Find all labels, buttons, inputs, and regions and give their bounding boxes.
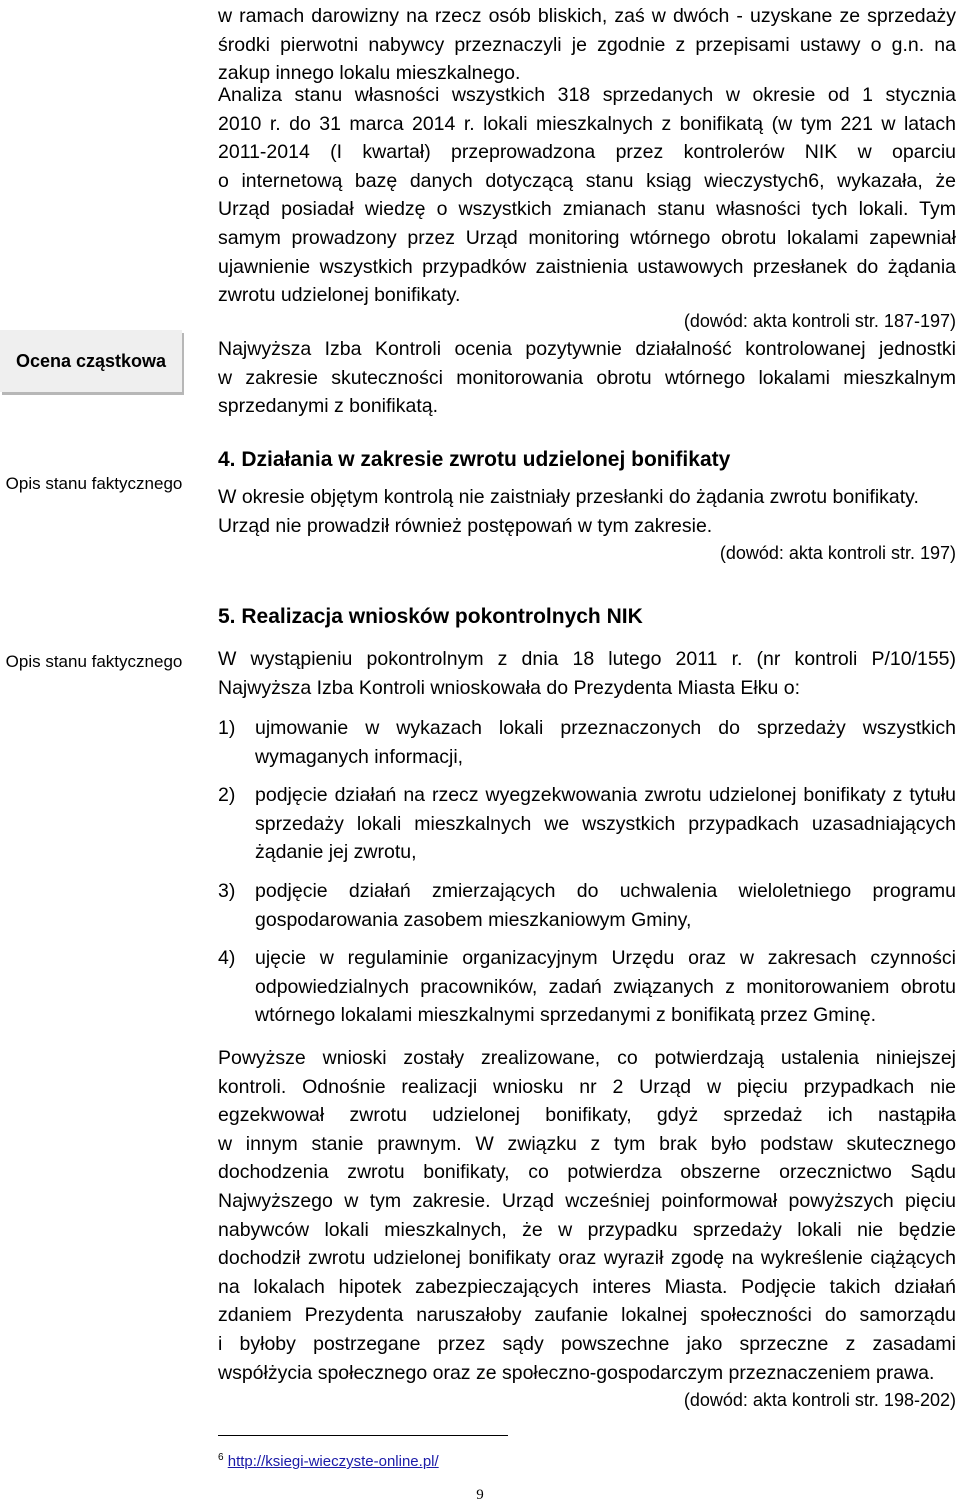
text-line: 2011-2014 (I kwartał) przeprowadzona przez kontrolerów NIK w oparciu	[218, 141, 956, 164]
list-item	[218, 877, 956, 934]
sidebar-label-opis-2: Opis stanu faktycznego	[5, 652, 183, 671]
text-line: W okresie objętym kontrolą nie zaistniały przesłanki do żądania zwrotu bonifikaty.	[218, 486, 919, 508]
item-number: 3)	[218, 879, 236, 902]
sidebar-label-opis-1: Opis stanu faktycznego	[5, 474, 183, 493]
text-line: Powyższe wnioski zostały zrealizowane, co potwierdzają ustalenia niniejszej	[218, 1047, 956, 1069]
text-line: zakup innego lokalu mieszkalnego.	[218, 62, 521, 85]
evidence-note: (dowód: akta kontroli str. 187-197)	[683, 311, 956, 331]
footnote-link[interactable]: http://ksiegi-wieczyste-online.pl/	[227, 1453, 439, 1470]
text-line: Najwyższa Izba Kontroli wnioskowała do Prezydenta Miasta Ełku o:	[218, 676, 801, 699]
item-text: ujęcie w regulaminie organizacyjnym Urzędu oraz w zakresach czynności odpowiedzialnych pracowników, zadań związanych z monitorowaniem obrotu wtórnego lokalami mieszkalnymi sprzedanymi z bonifikatą przez Gminę.	[255, 947, 956, 1027]
text-line: samym prowadzony przez Urząd monitoring wtórnego obrotu lokalami zapewniał	[218, 226, 956, 249]
text-line: współżycia społecznego oraz ze społeczno-gospodarczym przeznaczeniem prawa.	[218, 1361, 935, 1384]
paragraph-assessment	[218, 335, 956, 421]
footnote-separator	[218, 1435, 508, 1436]
text-line: Urząd nie prowadził również postępowań w tym zakresie.	[218, 514, 713, 537]
text-line: w innym stanie prawnym. W związku z tym brak było podstaw skutecznego	[218, 1132, 956, 1155]
text-line: na lokalach hipotek zabezpieczających interes Miasta. Podjęcie takich działań	[218, 1275, 956, 1298]
item-number: 1)	[218, 717, 236, 739]
item-text: podjęcie działań na rzecz wyegzekwowania zwrotu udzielonej bonifikaty z tytułu sprzedaży lokali mieszkalnych we wszystkich przypadkach uzasadniających żądanie jej zwrotu,	[255, 784, 956, 864]
text-line: Analiza stanu własności wszystkich 318 sprzedanych w okresie od 1 stycznia	[218, 84, 956, 106]
paragraph-analysis	[218, 81, 956, 310]
section-5-heading: 5. Realizacja wniosków pokontrolnych NIK	[218, 605, 643, 628]
text-line: egzekwował zwrotu udzielonej bonifikaty, gdyż sprzedaż ich nastąpiła	[218, 1104, 956, 1127]
item-number: 2)	[218, 784, 236, 807]
text-line: w zakresie skuteczności monitorowania obrotu wtórnego lokalami mieszkalnym	[218, 366, 956, 389]
text-line: zwrotu udzielonej bonifikaty.	[218, 284, 461, 307]
text-line: nabywców lokali mieszkalnych, że w przypadku sprzedaży lokali nie będzie	[218, 1218, 956, 1241]
item-text: ujmowanie w wykazach lokali przeznaczonych do sprzedaży wszystkich wymaganych informacji,	[255, 717, 956, 768]
paragraph-donations	[218, 2, 956, 88]
text-line: o internetową bazę danych dotyczącą stanu ksiąg wieczystych6, wykazała, że	[218, 169, 956, 192]
ocena-czastkowa-badge	[0, 330, 182, 392]
text-line: kontroli. Odnośnie realizacji wniosku nr 2 Urząd w pięciu przypadkach nie	[218, 1075, 956, 1098]
list-item	[218, 944, 956, 1030]
text-line: sprzedanymi z bonifikatą.	[218, 395, 439, 418]
text-line: Najwyższa Izba Kontroli ocenia pozytywnie działalność kontrolowanej jednostki	[218, 338, 956, 360]
section-4-heading: 4. Działania w zakresie zwrotu udzielonej bonifikaty	[218, 448, 731, 471]
footnote	[218, 1448, 439, 1472]
text-line: Urząd posiadał wiedzę o wszystkich zmianach stanu własności tych lokali. Tym	[218, 198, 956, 221]
text-line: 2010 r. do 31 marca 2014 r. lokali mieszkalnych z bonifikatą (w tym 221 w latach	[218, 112, 956, 135]
text-line: zdaniem Prezydenta naruszałoby zaufanie lokalnej społeczności do samorządu	[218, 1304, 956, 1327]
text-line: dochodził zwrotu udzielonej bonifikaty oraz wyraził zgodę na wykreślenie ciążących	[218, 1247, 956, 1270]
paragraph-section-5-intro	[218, 645, 956, 702]
recommendations-list	[218, 714, 956, 1040]
item-number: 4)	[218, 947, 236, 970]
text-line: i byłoby postrzegane przez sądy powszechne jako sprzeczne z zasadami	[218, 1332, 956, 1355]
text-line: W wystąpieniu pokontrolnym z dnia 18 lutego 2011 r. (nr kontroli P/10/155)	[218, 648, 956, 670]
evidence-note: (dowód: akta kontroli str. 197)	[719, 543, 956, 563]
text-line: Najwyższego w tym zakresie. Urząd wcześniej poinformował powyższych pięciu	[218, 1189, 956, 1212]
item-text: podjęcie działań zmierzających do uchwalenia wieloletniego programu gospodarowania zasobem mieszkaniowym Gminy,	[255, 879, 956, 931]
paragraph-section-4	[218, 483, 956, 540]
evidence-note: (dowód: akta kontroli str. 198-202)	[683, 1390, 956, 1410]
footnote-marker: 6	[218, 1452, 224, 1463]
page-number: 9	[476, 1487, 484, 1503]
list-item	[218, 781, 956, 867]
text-line: dochodzenia zwrotu bonifikaty, co potwierdza obszerne orzecznictwo Sądu	[218, 1161, 956, 1184]
text-line: ujawnienie wszystkich przypadków zaistnienia ustawowych przesłanek do żądania	[218, 255, 956, 278]
text-line: środki pierwotni nabywcy przeznaczyli je zgodnie z przepisami ustawy o g.n. na	[218, 33, 956, 56]
badge-label: Ocena cząstkowa	[15, 350, 167, 371]
list-item	[218, 714, 956, 771]
paragraph-conclusion	[218, 1044, 956, 1387]
text-line: w ramach darowizny na rzecz osób bliskich, zaś w dwóch - uzyskane ze sprzedaży	[218, 5, 956, 27]
